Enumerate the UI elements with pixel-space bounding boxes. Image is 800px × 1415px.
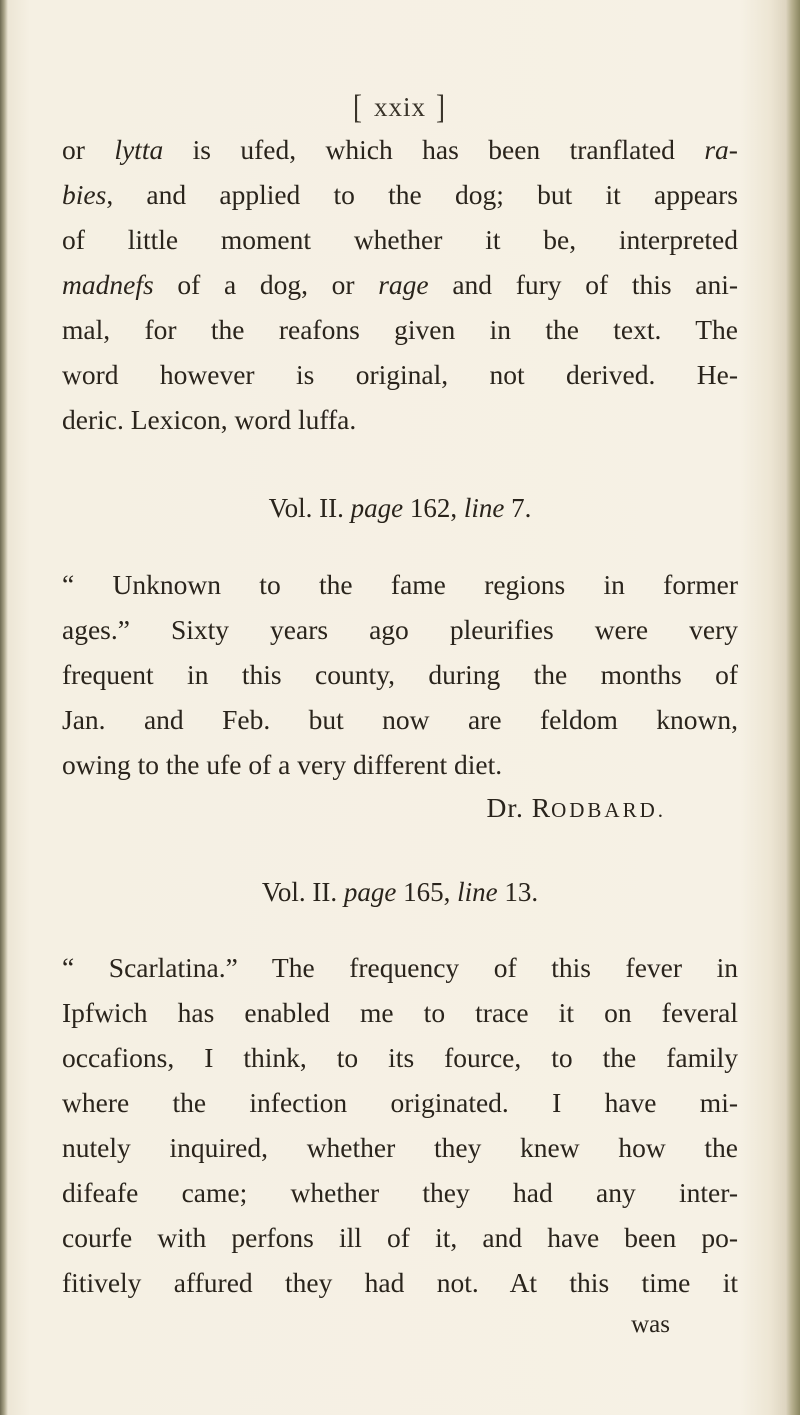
header-left-bracket: [ [352,88,364,126]
text-line: Ipfwich has enabled me to trace it on feveral [62,997,738,1028]
text-line: of little moment whether it be, interpreted [62,224,738,255]
page-number-header [0,88,800,126]
text-line: owing to the ufe of a very different diet. [62,749,503,780]
text-line: difeafe came; whether they had any inter- [62,1177,738,1208]
text-line: courfe with perfons ill of it, and have been po- [62,1222,738,1253]
signature: Dr. RODBARD. [486,792,666,823]
catchword: was [631,1311,670,1338]
text-line: deric. Lexicon, word luffa. [62,404,357,435]
text-line: bies, and applied to the dog; but it appears [62,179,738,210]
text-line: ages.” Sixty years ago pleurifies were very [62,614,738,645]
page-gutter-shadow [0,0,8,1415]
section-heading: Vol. II. page 162, line 7. [268,493,532,523]
text-line: Jan. and Feb. but now are feldom known, [62,704,738,735]
text-line: “ Scarlatina.” The frequency of this fever in [62,952,738,983]
text-line: occafions, I think, to its fource, to the family [62,1042,738,1073]
header-right-bracket: ] [436,88,447,126]
text-line: where the infection originated. I have mi- [62,1087,738,1118]
text-line: fitively affured they had not. At this time it [62,1267,738,1298]
text-line: word however is original, not derived. He- [62,359,738,390]
text-line: mal, for the reafons given in the text. The [62,314,738,345]
text-line: nutely inquired, whether they knew how the [62,1132,738,1163]
text-line: madnefs of a dog, or rage and fury of this ani- [62,269,738,300]
text-line: or lytta is ufed, which has been tranflated ra- [62,134,738,165]
page-edge-shadow [786,0,800,1415]
text-line: frequent in this county, during the months of [62,659,738,690]
page-number: xxix [373,92,426,122]
section-heading: Vol. II. page 165, line 13. [261,877,539,907]
text-line: “ Unknown to the fame regions in former [62,569,738,600]
